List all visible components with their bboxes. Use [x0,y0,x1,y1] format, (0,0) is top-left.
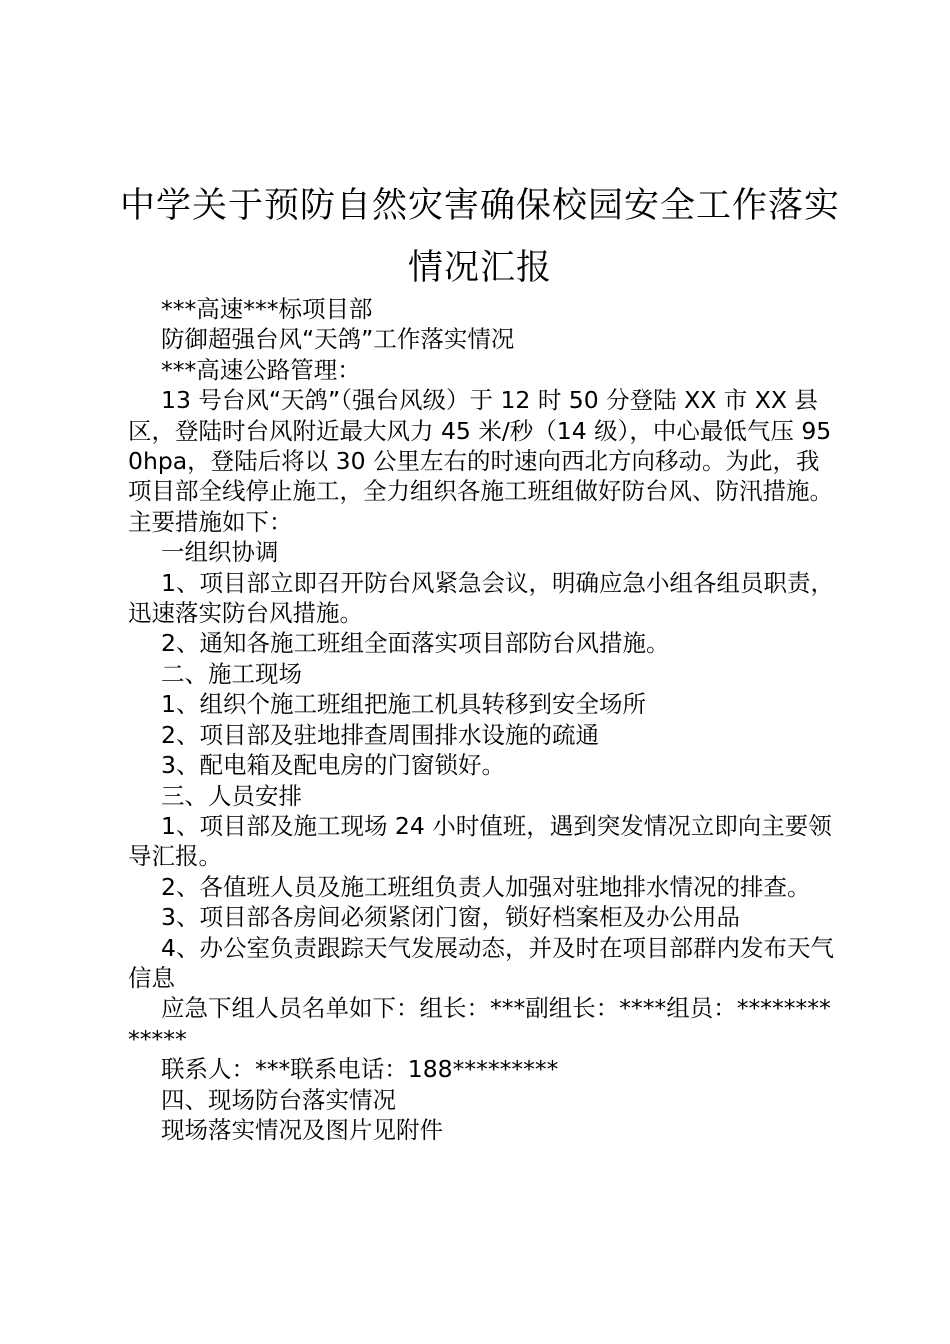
paragraph-item: 2、项目部及驻地排查周围排水设施的疏通 [161,720,599,749]
paragraph-addressee: ***高速公路管理： [161,355,361,384]
paragraph-item: 1、组织个施工班组把施工机具转移到安全场所 [161,690,646,719]
paragraph-item: 1、项目部及施工现场 24 小时值班，遇到突发情况立即向主要领导汇报。 [128,811,832,871]
paragraph-attachment-note: 现场落实情况及图片见附件 [161,1115,443,1144]
paragraph-item: 3、项目部各房间必须紧闭门窗，锁好档案柜及办公用品 [161,903,740,932]
document-title-line-1: 中学关于预防自然灾害确保校园安全工作落实 [120,186,841,226]
paragraph-item: 2、各值班人员及施工班组负责人加强对驻地排水情况的排查。 [161,872,811,901]
paragraph-item: 3、配电箱及配电房的门窗锁好。 [161,751,505,780]
paragraph-typhoon-summary: 13 号台风“天鸽”（强台风级）于 12 时 50 分登陆 XX 市 XX 县区，登陆时台风附近最大风力 45 米/秒（14 级），中心最低气压 950hpa，登陆后将以 30 公里左右的时速向西北方向移动。为此，我项目部全线停止施工，全力组织各施工班组做好防台风、防汛措施。主要措施如下： [128,386,833,536]
paragraph-subject: 防御超强台风“天鸽”工作落实情况 [161,325,515,354]
section-heading-personnel: 三、人员安排 [161,781,302,810]
paragraph-item: 2、通知各施工班组全面落实项目部防台风措施。 [161,629,670,658]
document-title-line-2: 情况汇报 [407,248,552,288]
paragraph-item: 1、项目部立即召开防台风紧急会议，明确应急小组各组员职责，迅速落实防台风措施。 [128,568,834,628]
paragraph-emergency-team: 应急下组人员名单如下：组长：***副组长：****组员：************* [128,994,831,1053]
paragraph-item: 4、办公室负责跟踪天气发展动态，并及时在项目部群内发布天气信息 [128,933,834,992]
paragraph-project-dept: ***高速***标项目部 [161,295,373,323]
document-body [128,294,838,1145]
section-heading-implementation: 四、现场防台落实情况 [161,1085,396,1114]
section-heading-site: 二、施工现场 [161,659,302,688]
section-heading-organization: 一组织协调 [161,538,279,567]
paragraph-contact: 联系人：***联系电话：188********* [161,1055,559,1084]
